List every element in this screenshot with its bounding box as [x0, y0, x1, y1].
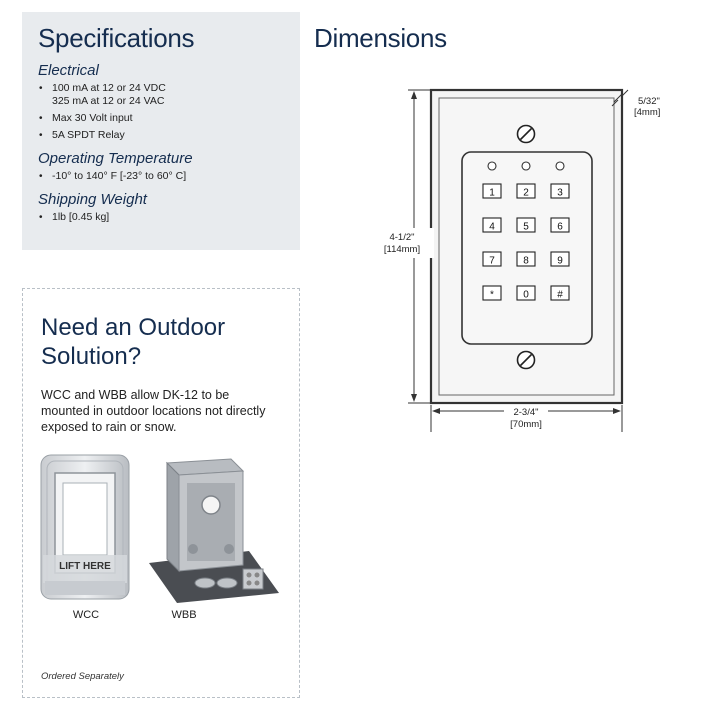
- ordered-separately-note: Ordered Separately: [41, 671, 124, 682]
- keypad-key: [483, 218, 501, 233]
- top-screw-icon: [518, 126, 535, 143]
- electrical-heading: Electrical: [38, 62, 99, 79]
- outdoor-solution-panel: [22, 288, 300, 698]
- keypad-key: [517, 252, 535, 267]
- wcc-lift-here-text: LIFT HERE: [59, 561, 111, 572]
- keypad-key-label: #: [557, 289, 563, 301]
- keypad-key-label: 3: [557, 187, 563, 199]
- width-arrow-left: [432, 408, 440, 414]
- outdoor-description: WCC and WBB allow DK-12 to be mounted in outdoor locations not directly exposed to rain or snow.: [41, 388, 266, 434]
- electrical-item: • 100 mA at 12 or 24 VDC 325 mA at 12 or 24 VAC: [52, 82, 284, 108]
- keypad-key: [551, 252, 569, 267]
- height-label: 4-1/2": [389, 232, 415, 243]
- led-indicator-icon: [522, 162, 530, 170]
- specifications-panel: [22, 12, 300, 250]
- wbb-box-image: [143, 453, 283, 603]
- height-metric: [114mm]: [383, 244, 421, 255]
- electrical-list: [38, 82, 284, 142]
- temperature-item: • -10° to 140° F [-23° to 60° C]: [52, 170, 284, 183]
- led-indicator-icon: [488, 162, 496, 170]
- keypad-dimension-drawing: [370, 80, 680, 440]
- keypad-key: [551, 286, 569, 301]
- outdoor-title: Need an Outdoor Solution?: [41, 314, 226, 370]
- keypad-key-label: 7: [489, 255, 495, 267]
- temperature-heading: Operating Temperature: [38, 150, 193, 167]
- keypad-key-label: 6: [557, 221, 563, 233]
- width-arrow-right: [613, 408, 621, 414]
- height-arrow-top: [411, 91, 417, 99]
- weight-heading: Shipping Weight: [38, 191, 147, 208]
- weight-list: [38, 211, 284, 224]
- keypad-face: [462, 152, 592, 344]
- bottom-screw-icon: [518, 352, 535, 369]
- keypad-key: [517, 184, 535, 199]
- keypad-key-label: 1: [489, 187, 495, 199]
- wcc-label: WCC: [72, 609, 100, 621]
- keypad-key: [551, 184, 569, 199]
- keypad-key-label: 0: [523, 289, 529, 301]
- keypad-key: [517, 218, 535, 233]
- temperature-list: [38, 170, 284, 183]
- weight-item: • 1lb [0.45 kg]: [52, 211, 284, 224]
- wcc-cover-image: [37, 451, 133, 603]
- keypad-key-label: 5: [523, 221, 529, 233]
- keypad-key: [551, 218, 569, 233]
- width-metric: [70mm]: [510, 419, 542, 430]
- height-arrow-bottom: [411, 394, 417, 402]
- keypad-key: [483, 252, 501, 267]
- keypad-key-label: *: [490, 289, 494, 301]
- electrical-item: • Max 30 Volt input: [52, 112, 284, 125]
- keypad-key: [483, 286, 501, 301]
- depth-label: 5/32": [638, 96, 660, 107]
- keypad-key: [483, 184, 501, 199]
- keypad-key: [517, 286, 535, 301]
- keypad-key-label: 8: [523, 255, 529, 267]
- led-indicator-icon: [556, 162, 564, 170]
- electrical-item: • 5A SPDT Relay: [52, 129, 284, 142]
- specifications-title: Specifications: [38, 23, 195, 53]
- keypad-key-label: 9: [557, 255, 563, 267]
- width-label: 2-3/4": [513, 407, 539, 418]
- dimensions-title: Dimensions: [314, 23, 447, 53]
- keypad-key-label: 2: [523, 187, 529, 199]
- keypad-key-label: 4: [489, 221, 495, 233]
- wbb-label: WBB: [171, 609, 197, 621]
- depth-metric: [4mm]: [634, 107, 661, 118]
